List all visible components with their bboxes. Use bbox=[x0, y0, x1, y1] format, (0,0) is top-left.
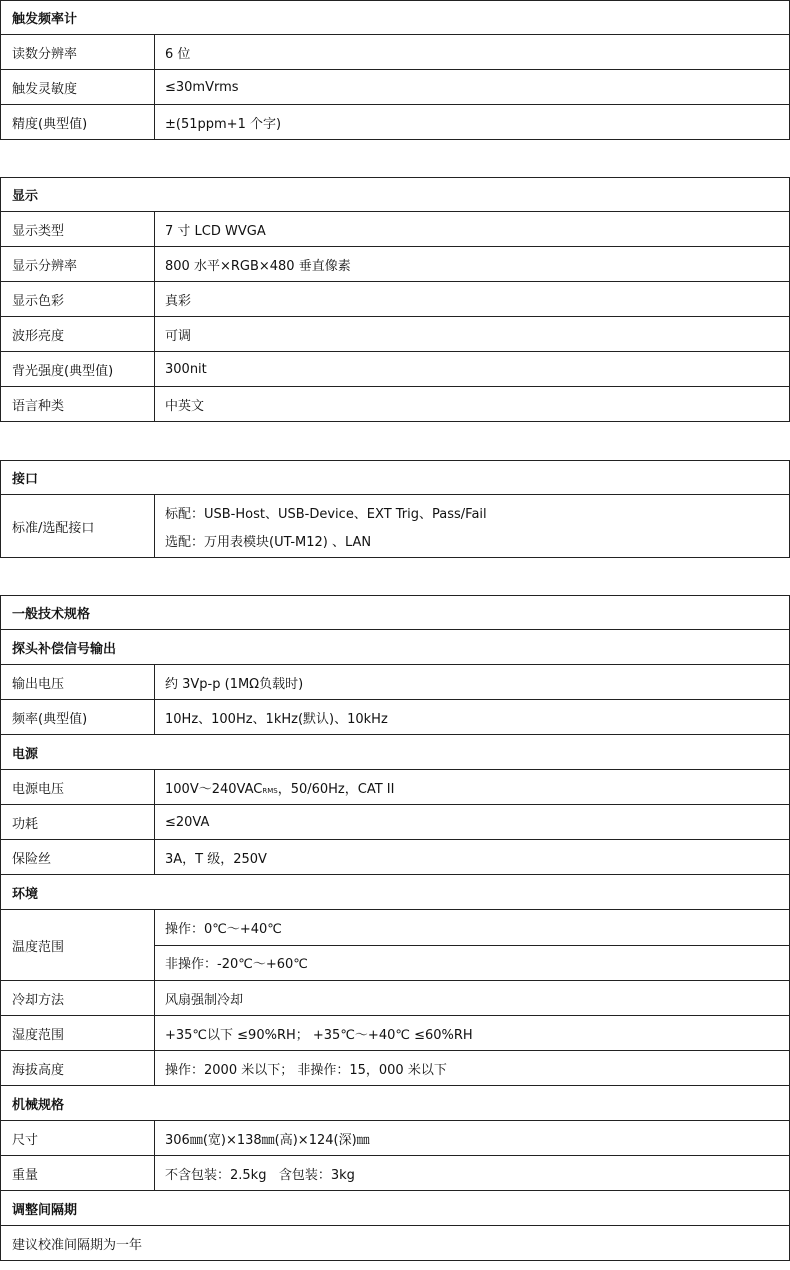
general-spec-table bbox=[0, 595, 790, 1261]
rms-subscript: RMS bbox=[262, 786, 278, 795]
spec-value: ≤20VA bbox=[165, 814, 210, 830]
spec-value: 风扇强制冷却 bbox=[165, 992, 244, 1008]
spec-label: 显示分辨率 bbox=[1, 247, 155, 281]
table-row bbox=[0, 495, 790, 558]
table-row bbox=[0, 212, 790, 247]
table-row bbox=[0, 770, 790, 805]
trigger-counter-table bbox=[0, 0, 790, 140]
spec-label: 语言种类 bbox=[1, 387, 155, 421]
spec-value bbox=[155, 495, 789, 557]
spec-label: 标准/选配接口 bbox=[1, 495, 155, 557]
spec-label: 电源电压 bbox=[1, 770, 155, 804]
section-header: 接口 bbox=[0, 460, 790, 495]
voltage-freq-cat: ，50/60Hz，CAT II bbox=[277, 781, 395, 797]
spec-label: 精度(典型值) bbox=[1, 105, 155, 139]
spec-label: 尺寸 bbox=[1, 1121, 155, 1155]
spec-value: ≤30mVrms bbox=[165, 79, 239, 95]
spec-value: 真彩 bbox=[165, 293, 192, 309]
spec-label: 湿度范围 bbox=[1, 1016, 155, 1050]
spec-label: 波形亮度 bbox=[1, 317, 155, 351]
calibration-text: 建议校准间隔期为一年 bbox=[0, 1226, 790, 1261]
table-row bbox=[0, 282, 790, 317]
spec-label: 显示类型 bbox=[1, 212, 155, 246]
table-row bbox=[0, 1156, 790, 1191]
spec-value: 7 寸 LCD WVGA bbox=[165, 223, 266, 239]
table-row bbox=[0, 70, 790, 105]
table-row bbox=[0, 981, 790, 1016]
spec-value: 不含包装：2.5kg 含包装：3kg bbox=[165, 1167, 355, 1183]
subsection-header: 机械规格 bbox=[0, 1086, 790, 1121]
table-row bbox=[0, 700, 790, 735]
table-row bbox=[0, 1016, 790, 1051]
spec-label: 读数分辨率 bbox=[1, 35, 155, 69]
spec-value bbox=[155, 910, 789, 980]
subsection-header: 电源 bbox=[0, 735, 790, 770]
table-row bbox=[0, 387, 790, 422]
table-row bbox=[0, 1051, 790, 1086]
temp-non-operating: 非操作：-20℃～+60℃ bbox=[155, 945, 789, 981]
spec-value: 3A，T 级，250V bbox=[165, 851, 267, 867]
interface-optional: 选配：万用表模块(UT-M12) 、LAN bbox=[165, 534, 372, 550]
table-row bbox=[0, 805, 790, 840]
spec-value: 约 3Vp-p (1MΩ负载时) bbox=[165, 676, 304, 692]
spec-value: 6 位 bbox=[165, 46, 191, 62]
interface-table bbox=[0, 460, 790, 558]
subsection-header: 环境 bbox=[0, 875, 790, 910]
spec-value: 306㎜(宽)×138㎜(高)×124(深)㎜ bbox=[165, 1132, 370, 1148]
table-row bbox=[0, 352, 790, 387]
spec-value bbox=[155, 770, 789, 804]
section-header: 触发频率计 bbox=[0, 0, 790, 35]
spec-value: +35℃以下 ≤90%RH； +35℃～+40℃ ≤60%RH bbox=[165, 1027, 473, 1043]
voltage-range: 100V～240VAC bbox=[165, 781, 263, 797]
spec-label: 功耗 bbox=[1, 805, 155, 839]
spec-value: 300nit bbox=[165, 361, 207, 377]
subsection-header: 探头补偿信号输出 bbox=[0, 630, 790, 665]
temp-operating: 操作：0℃～+40℃ bbox=[165, 921, 282, 937]
display-table bbox=[0, 177, 790, 422]
table-row bbox=[0, 35, 790, 70]
section-header: 显示 bbox=[0, 177, 790, 212]
spec-label: 触发灵敏度 bbox=[1, 70, 155, 104]
spec-label: 重量 bbox=[1, 1156, 155, 1190]
table-row bbox=[0, 105, 790, 140]
interface-standard: 标配：USB-Host、USB-Device、EXT Trig、Pass/Fail bbox=[165, 506, 487, 522]
spec-label: 冷却方法 bbox=[1, 981, 155, 1015]
table-row bbox=[0, 1121, 790, 1156]
spec-label: 海拔高度 bbox=[1, 1051, 155, 1085]
spec-value: 800 水平×RGB×480 垂直像素 bbox=[165, 258, 351, 274]
table-row bbox=[0, 665, 790, 700]
section-header: 一般技术规格 bbox=[0, 595, 790, 630]
table-row bbox=[0, 317, 790, 352]
spec-label: 温度范围 bbox=[1, 910, 155, 980]
spec-value: ±(51ppm+1 个字) bbox=[165, 116, 282, 132]
spec-label: 保险丝 bbox=[1, 840, 155, 874]
spec-label: 背光强度(典型值) bbox=[1, 352, 155, 386]
spec-value: 中英文 bbox=[165, 398, 205, 414]
table-row bbox=[0, 840, 790, 875]
table-row bbox=[0, 247, 790, 282]
spec-label: 显示色彩 bbox=[1, 282, 155, 316]
spec-label: 输出电压 bbox=[1, 665, 155, 699]
table-row bbox=[0, 910, 790, 981]
spec-value: 10Hz、100Hz、1kHz(默认)、10kHz bbox=[165, 711, 388, 727]
subsection-header: 调整间隔期 bbox=[0, 1191, 790, 1226]
spec-value: 可调 bbox=[165, 328, 192, 344]
spec-label: 频率(典型值) bbox=[1, 700, 155, 734]
spec-value: 操作：2000 米以下； 非操作：15，000 米以下 bbox=[165, 1062, 447, 1078]
